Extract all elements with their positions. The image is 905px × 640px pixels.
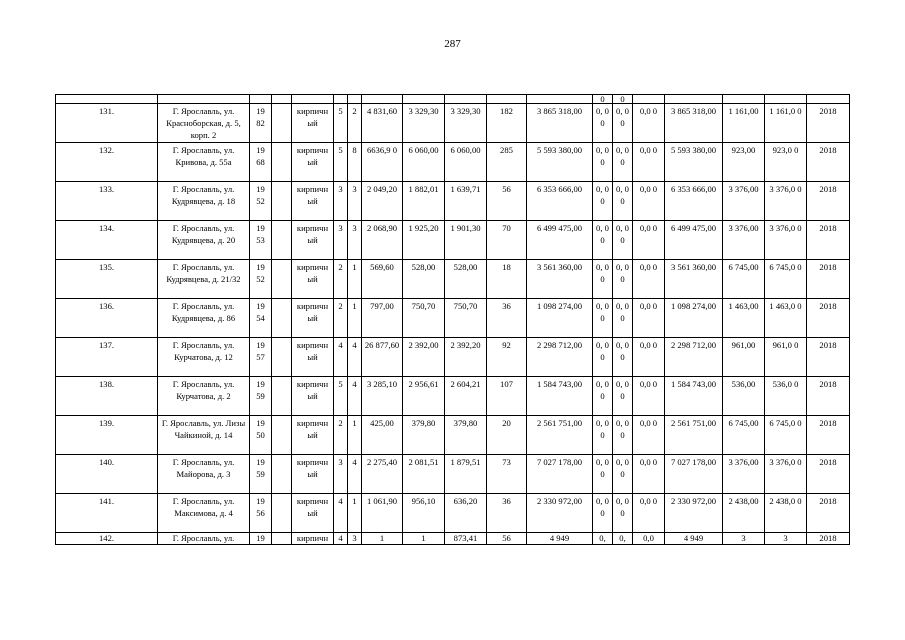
cell-cost-total: 2 298 712,00 <box>527 338 593 377</box>
cell-cost-owners: 4 949 <box>665 533 723 545</box>
cell-empty <box>272 221 292 260</box>
cell-build-year: 19 53 <box>250 221 272 260</box>
cell-max-unit-cost: 1 463,0 0 <box>765 299 807 338</box>
cell-wall-material: кирпичн ый <box>292 416 334 455</box>
cell-plan-year: 2018 <box>807 143 850 182</box>
cell-residents: 36 <box>487 494 527 533</box>
cell-floors: 2 <box>334 299 348 338</box>
cell-empty <box>272 143 292 182</box>
cell-area-3: 2 604,21 <box>445 377 487 416</box>
cell-address: Г. Ярославль, ул. Кудрявцева, д. 86 <box>158 299 250 338</box>
cell-cost-total: 2 330 972,00 <box>527 494 593 533</box>
cell-fund-3: 0,0 0 <box>633 221 665 260</box>
cell-max-unit-cost: 3 376,0 0 <box>765 455 807 494</box>
cell-fund-2: 0, 0 0 <box>613 455 633 494</box>
cell-fund-2: 0, 0 0 <box>613 416 633 455</box>
cell-build-year: 19 57 <box>250 338 272 377</box>
cell-empty <box>272 299 292 338</box>
cell-fund-1: 0, 0 0 <box>593 416 613 455</box>
cell-fund-3: 0,0 0 <box>633 104 665 143</box>
cell-fund-1: 0, 0 0 <box>593 143 613 182</box>
cell-total-area: 797,00 <box>362 299 403 338</box>
cell-fund-2: 0, 0 0 <box>613 299 633 338</box>
cell-entrances: 3 <box>348 533 362 545</box>
cell-row-number: 138. <box>56 377 158 416</box>
cell-plan-year: 2018 <box>807 533 850 545</box>
cell-row-number: 134. <box>56 221 158 260</box>
cell-max-unit-cost: 2 438,0 0 <box>765 494 807 533</box>
cell-address: Г. Ярославль, ул. Кривова, д. 55а <box>158 143 250 182</box>
cell-wall-material: кирпичн ый <box>292 182 334 221</box>
cell-row-number: 132. <box>56 143 158 182</box>
cell-area-2: 379,80 <box>403 416 445 455</box>
page-number: 287 <box>444 38 461 50</box>
cell-fund-3: 0,0 0 <box>633 182 665 221</box>
cell-fund-2: 0, 0 0 <box>613 143 633 182</box>
cell-entrances: 1 <box>348 260 362 299</box>
cell-cost-owners: 2 298 712,00 <box>665 338 723 377</box>
table-row <box>56 143 850 182</box>
cell-build-year: 19 <box>250 533 272 545</box>
cell-empty <box>272 416 292 455</box>
cell-fund-1: 0, 0 0 <box>593 494 613 533</box>
cell-fund-2: 0, 0 0 <box>613 104 633 143</box>
cell-wall-material: кирпичн ый <box>292 260 334 299</box>
cell-cost-total: 6 353 666,00 <box>527 182 593 221</box>
cell-total-area: 2 275,40 <box>362 455 403 494</box>
cell-residents: 182 <box>487 104 527 143</box>
cell-empty <box>272 338 292 377</box>
cell-total-area: 569,60 <box>362 260 403 299</box>
cell-wall-material: кирпичн ый <box>292 104 334 143</box>
cell-unit-cost: 3 376,00 <box>723 182 765 221</box>
cell-wall-material: кирпичн ый <box>292 377 334 416</box>
cell-wall-material: кирпичн <box>292 533 334 545</box>
cell-area-2: 956,10 <box>403 494 445 533</box>
cell-floors: 2 <box>334 260 348 299</box>
cell-row-number: 141. <box>56 494 158 533</box>
cell-cost-total: 5 593 380,00 <box>527 143 593 182</box>
cell-fund-2: 0, 0 0 <box>613 377 633 416</box>
cell-area-3: 6 060,00 <box>445 143 487 182</box>
cell-address: Г. Ярославль, ул. Курчатова, д. 12 <box>158 338 250 377</box>
cell-row-number: 137. <box>56 338 158 377</box>
cell-address: Г. Ярославль, ул. Майорова, д. 3 <box>158 455 250 494</box>
cell-entrances: 1 <box>348 494 362 533</box>
cell-max-unit-cost: 6 745,0 0 <box>765 416 807 455</box>
cell-wall-material: кирпичн ый <box>292 494 334 533</box>
cell-entrances: 1 <box>348 299 362 338</box>
cell-floors: 5 <box>334 104 348 143</box>
cell-address: Г. Ярославль, ул. Кудрявцева, д. 20 <box>158 221 250 260</box>
cell-area-3: 1 901,30 <box>445 221 487 260</box>
cell-floors: 2 <box>334 416 348 455</box>
cell-fund-1: 0, 0 0 <box>593 377 613 416</box>
cell-unit-cost: 3 <box>723 533 765 545</box>
cell-total-area: 26 877,60 <box>362 338 403 377</box>
cell-area-3: 636,20 <box>445 494 487 533</box>
cell-floors: 4 <box>334 494 348 533</box>
cell-floors: 3 <box>334 221 348 260</box>
cell-entrances: 3 <box>348 221 362 260</box>
cell-total-area: 6636,9 0 <box>362 143 403 182</box>
cell-residents: 73 <box>487 455 527 494</box>
cell-entrances: 3 <box>348 182 362 221</box>
table-row <box>56 533 850 545</box>
cell-cost-owners: 3 865 318,00 <box>665 104 723 143</box>
cell-floors: 5 <box>334 377 348 416</box>
cell-wall-material: кирпичн ый <box>292 338 334 377</box>
cell-row-number: 135. <box>56 260 158 299</box>
cell-address: Г. Ярославль, ул. Кудрявцева, д. 18 <box>158 182 250 221</box>
cell-plan-year: 2018 <box>807 221 850 260</box>
cell-area-2: 1 925,20 <box>403 221 445 260</box>
cell-max-unit-cost: 6 745,0 0 <box>765 260 807 299</box>
cell-area-2: 750,70 <box>403 299 445 338</box>
cell-fund-1: 0, 0 0 <box>593 182 613 221</box>
cell-floors: 3 <box>334 182 348 221</box>
cell-area-2: 2 392,00 <box>403 338 445 377</box>
cell-cost-owners: 3 561 360,00 <box>665 260 723 299</box>
cell-area-2: 6 060,00 <box>403 143 445 182</box>
table-row <box>56 260 850 299</box>
cell-entrances: 1 <box>348 416 362 455</box>
cell-cost-total: 6 499 475,00 <box>527 221 593 260</box>
cell-unit-cost: 3 376,00 <box>723 455 765 494</box>
cell-fund-2: 0, 0 0 <box>613 260 633 299</box>
cell-unit-cost: 923,00 <box>723 143 765 182</box>
cell-unit-cost: 6 745,00 <box>723 416 765 455</box>
cell-cost-owners: 6 353 666,00 <box>665 182 723 221</box>
cell-max-unit-cost: 3 376,0 0 <box>765 221 807 260</box>
cell-fund-2: 0, 0 0 <box>613 338 633 377</box>
cell-plan-year: 2018 <box>807 338 850 377</box>
cell-cost-owners: 5 593 380,00 <box>665 143 723 182</box>
cell-area-3: 2 392,20 <box>445 338 487 377</box>
cell-build-year: 19 59 <box>250 377 272 416</box>
cell-plan-year: 2018 <box>807 416 850 455</box>
cell-fund-2: 0, 0 0 <box>613 182 633 221</box>
table-row <box>56 338 850 377</box>
table-row <box>56 377 850 416</box>
cell-fund-2: 0, <box>613 533 633 545</box>
cell-unit-cost: 961,00 <box>723 338 765 377</box>
cell-area-3: 3 329,30 <box>445 104 487 143</box>
table-row <box>56 104 850 143</box>
cell-fund-3: 0,0 0 <box>633 455 665 494</box>
cell-fund-3: 0,0 <box>633 533 665 545</box>
table-row <box>56 455 850 494</box>
cell-empty <box>272 494 292 533</box>
table-row <box>56 299 850 338</box>
cell-address: Г. Ярославль, ул. Курчатова, д. 2 <box>158 377 250 416</box>
cell-cost-total: 4 949 <box>527 533 593 545</box>
cell-fund-1: 0, 0 0 <box>593 221 613 260</box>
housing-registry-table <box>55 94 850 545</box>
cell-cost-total: 3 561 360,00 <box>527 260 593 299</box>
cell-cost-owners: 1 584 743,00 <box>665 377 723 416</box>
cell-row-number: 139. <box>56 416 158 455</box>
cell-area-2: 528,00 <box>403 260 445 299</box>
cell-entrances: 8 <box>348 143 362 182</box>
cell-row-number: 136. <box>56 299 158 338</box>
cell-wall-material: кирпичн ый <box>292 221 334 260</box>
cell: 0 <box>613 95 633 104</box>
cell-fund-3: 0,0 0 <box>633 260 665 299</box>
cell-cost-total: 7 027 178,00 <box>527 455 593 494</box>
cell-total-area: 3 285,10 <box>362 377 403 416</box>
cell-fund-3: 0,0 0 <box>633 416 665 455</box>
cell-residents: 18 <box>487 260 527 299</box>
cell-address: Г. Ярославль, ул. Кудрявцева, д. 21/32 <box>158 260 250 299</box>
cell-address: Г. Ярославль, ул. Максимова, д. 4 <box>158 494 250 533</box>
cell-residents: 92 <box>487 338 527 377</box>
cell-row-number: 131. <box>56 104 158 143</box>
cell-floors: 3 <box>334 455 348 494</box>
cell-row-number: 133. <box>56 182 158 221</box>
cell-area-3: 750,70 <box>445 299 487 338</box>
cell-empty <box>272 455 292 494</box>
cell-cost-total: 3 865 318,00 <box>527 104 593 143</box>
cell-total-area: 425,00 <box>362 416 403 455</box>
cell-fund-1: 0, 0 0 <box>593 299 613 338</box>
cell-unit-cost: 536,00 <box>723 377 765 416</box>
cell-cost-owners: 1 098 274,00 <box>665 299 723 338</box>
cell-empty <box>272 533 292 545</box>
cell-build-year: 19 56 <box>250 494 272 533</box>
cell-fund-1: 0, 0 0 <box>593 260 613 299</box>
cell-floors: 5 <box>334 143 348 182</box>
cell-address: Г. Ярославль, ул. Красноборская, д. 5, корп. 2 <box>158 104 250 143</box>
cell-address: Г. Ярославль, ул. Лизы Чайкиной, д. 14 <box>158 416 250 455</box>
cell-build-year: 19 52 <box>250 260 272 299</box>
cell-entrances: 2 <box>348 104 362 143</box>
cell-residents: 36 <box>487 299 527 338</box>
cell-cost-owners: 7 027 178,00 <box>665 455 723 494</box>
cell-plan-year: 2018 <box>807 260 850 299</box>
cell-cost-owners: 2 561 751,00 <box>665 416 723 455</box>
cell-residents: 20 <box>487 416 527 455</box>
cell-max-unit-cost: 3 <box>765 533 807 545</box>
cell-residents: 70 <box>487 221 527 260</box>
cell-build-year: 19 59 <box>250 455 272 494</box>
cell-area-3: 528,00 <box>445 260 487 299</box>
cell-fund-2: 0, 0 0 <box>613 494 633 533</box>
cell-area-3: 1 639,71 <box>445 182 487 221</box>
cell-unit-cost: 1 463,00 <box>723 299 765 338</box>
cell-residents: 107 <box>487 377 527 416</box>
cell-empty <box>272 377 292 416</box>
cell-max-unit-cost: 961,0 0 <box>765 338 807 377</box>
cell: 0 <box>593 95 613 104</box>
cell-plan-year: 2018 <box>807 455 850 494</box>
cell-fund-1: 0, 0 0 <box>593 455 613 494</box>
cell-area-2: 1 882,01 <box>403 182 445 221</box>
cell-fund-2: 0, 0 0 <box>613 221 633 260</box>
table-row <box>56 416 850 455</box>
cell-fund-3: 0,0 0 <box>633 143 665 182</box>
cell-area-2: 3 329,30 <box>403 104 445 143</box>
cell-build-year: 19 50 <box>250 416 272 455</box>
cell-unit-cost: 1 161,00 <box>723 104 765 143</box>
table-row <box>56 494 850 533</box>
cell-residents: 56 <box>487 182 527 221</box>
cell-unit-cost: 6 745,00 <box>723 260 765 299</box>
cell-max-unit-cost: 923,0 0 <box>765 143 807 182</box>
cell-fund-1: 0, 0 0 <box>593 338 613 377</box>
cell-residents: 56 <box>487 533 527 545</box>
cell-unit-cost: 2 438,00 <box>723 494 765 533</box>
cell-plan-year: 2018 <box>807 104 850 143</box>
cell-entrances: 4 <box>348 338 362 377</box>
cell-wall-material: кирпичн ый <box>292 143 334 182</box>
cell-fund-3: 0,0 0 <box>633 377 665 416</box>
cell-area-3: 873,41 <box>445 533 487 545</box>
cell-empty <box>272 182 292 221</box>
cell-floors: 4 <box>334 533 348 545</box>
cell-build-year: 19 82 <box>250 104 272 143</box>
cell-max-unit-cost: 536,0 0 <box>765 377 807 416</box>
cell-cost-total: 2 561 751,00 <box>527 416 593 455</box>
cell-entrances: 4 <box>348 455 362 494</box>
cell-fund-3: 0,0 0 <box>633 338 665 377</box>
cell-area-3: 379,80 <box>445 416 487 455</box>
table-row <box>56 221 850 260</box>
cell-entrances: 4 <box>348 377 362 416</box>
cell-cost-total: 1 584 743,00 <box>527 377 593 416</box>
cell-cost-total: 1 098 274,00 <box>527 299 593 338</box>
cell-area-2: 2 956,61 <box>403 377 445 416</box>
table-top-strip <box>56 95 850 104</box>
table-row <box>56 182 850 221</box>
cell-unit-cost: 3 376,00 <box>723 221 765 260</box>
cell-max-unit-cost: 3 376,0 0 <box>765 182 807 221</box>
cell-plan-year: 2018 <box>807 299 850 338</box>
cell-cost-owners: 6 499 475,00 <box>665 221 723 260</box>
cell-plan-year: 2018 <box>807 494 850 533</box>
cell-fund-1: 0, <box>593 533 613 545</box>
cell-area-2: 1 <box>403 533 445 545</box>
cell-build-year: 19 54 <box>250 299 272 338</box>
cell-empty <box>272 104 292 143</box>
cell-build-year: 19 52 <box>250 182 272 221</box>
cell-address: Г. Ярославль, ул. <box>158 533 250 545</box>
cell-floors: 4 <box>334 338 348 377</box>
cell-total-area: 1 <box>362 533 403 545</box>
cell-empty <box>272 260 292 299</box>
cell-plan-year: 2018 <box>807 182 850 221</box>
cell-total-area: 2 049,20 <box>362 182 403 221</box>
cell-fund-1: 0, 0 0 <box>593 104 613 143</box>
cell-plan-year: 2018 <box>807 377 850 416</box>
cell-max-unit-cost: 1 161,0 0 <box>765 104 807 143</box>
cell-fund-3: 0,0 0 <box>633 299 665 338</box>
cell-area-3: 1 879,51 <box>445 455 487 494</box>
cell-row-number: 142. <box>56 533 158 545</box>
cell-residents: 285 <box>487 143 527 182</box>
cell-total-area: 1 061,90 <box>362 494 403 533</box>
cell-wall-material: кирпичн ый <box>292 455 334 494</box>
cell-row-number: 140. <box>56 455 158 494</box>
cell-total-area: 4 831,60 <box>362 104 403 143</box>
cell-build-year: 19 68 <box>250 143 272 182</box>
cell-area-2: 2 081,51 <box>403 455 445 494</box>
cell-total-area: 2 068,90 <box>362 221 403 260</box>
cell-fund-3: 0,0 0 <box>633 494 665 533</box>
cell-cost-owners: 2 330 972,00 <box>665 494 723 533</box>
cell-wall-material: кирпичн ый <box>292 299 334 338</box>
